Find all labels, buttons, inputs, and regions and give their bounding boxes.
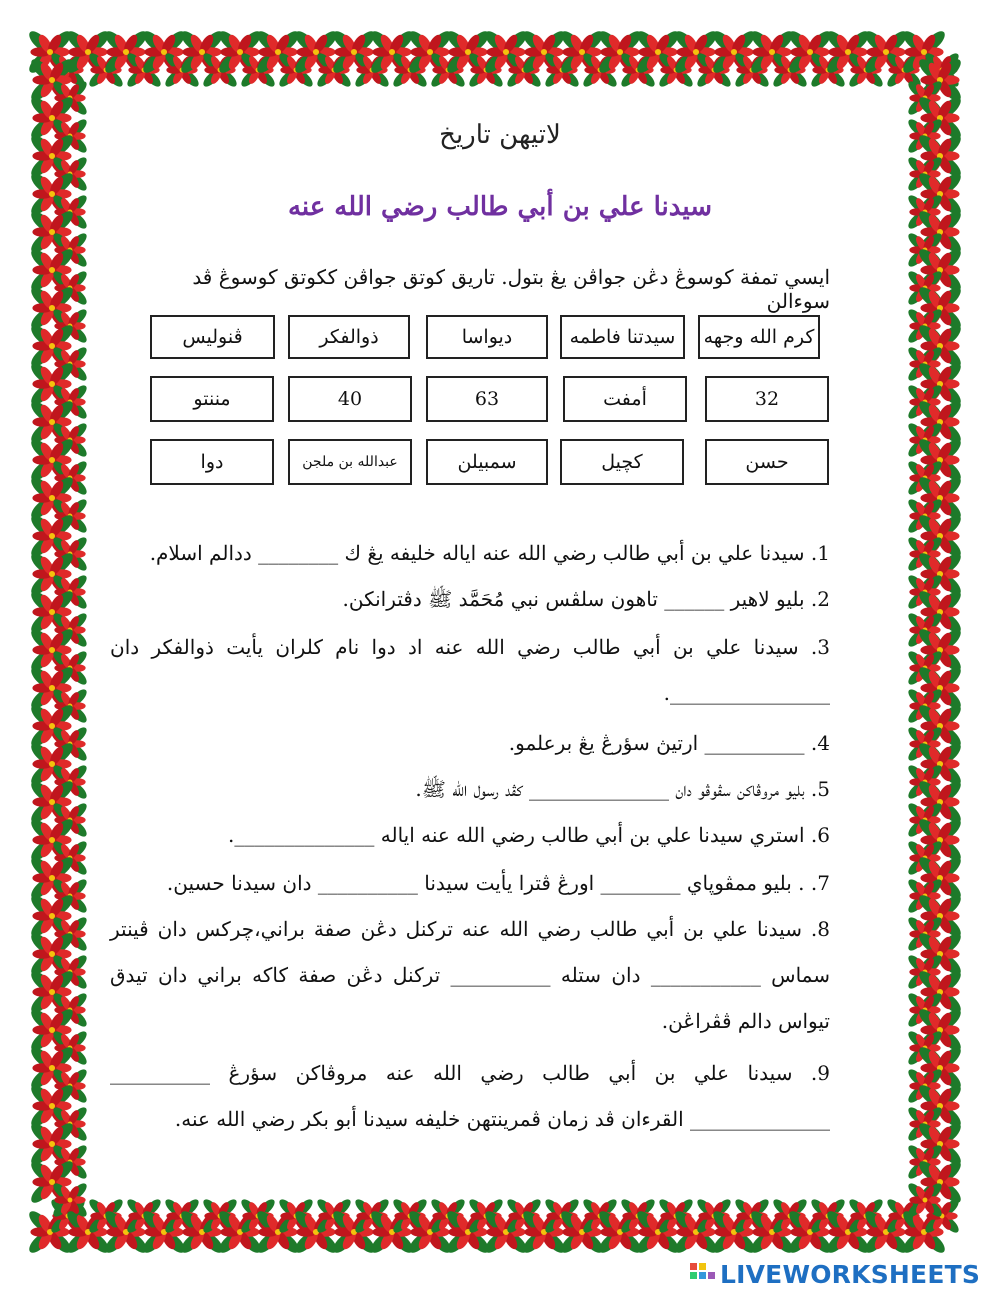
word-box[interactable]: 40	[288, 376, 412, 422]
question-text: . بليو ممڤوڽاي ________ اورڠ ڤترا يأيت سيدنا __________ دان سيدنا حسين.	[166, 871, 805, 895]
word-box[interactable]: حسن	[705, 439, 829, 485]
worksheet-title: سيدنا علي بن أبي طالب رضي الله عنه	[287, 192, 713, 222]
question-number: 1.	[810, 541, 830, 565]
question-text: استري سيدنا علي بن أبي طالب رضي الله عنه اياله ______________.	[228, 823, 805, 847]
question-number: 4.	[810, 731, 830, 755]
question-number: 7.	[810, 871, 830, 895]
instruction-text: ايسي تمفة كوسوڠ دڠن جواڤن يڠ بتول. تاريق كوتق جواڤن ككوتق كوسوڠ ڤد سوءالن	[192, 265, 830, 313]
word-box[interactable]: 32	[705, 376, 829, 422]
question-number: 5.	[810, 777, 830, 801]
brand-text: LIVEWORKSHEETS	[720, 1259, 981, 1289]
word-box[interactable]: عبدالله بن ملجن	[288, 439, 412, 485]
word-box[interactable]: سمبيلن	[426, 439, 548, 485]
question-7	[110, 860, 830, 906]
word-box[interactable]: دوا	[150, 439, 274, 485]
question-number: 9.	[810, 1061, 831, 1085]
word-box[interactable]: 63	[426, 376, 548, 422]
question-number: 3.	[810, 635, 831, 659]
question-2	[110, 576, 830, 622]
question-text: سيدنا علي بن أبي طالب رضي الله عنه تركنل دڠن صفة براني،چركس دان ڤينتر سماس ___________ دان ستله __________ تركنل دڠن صفة كاكه براني دان تيدق تيواس دالم ڤڤراڠن.	[110, 917, 830, 1033]
question-text: سيدنا علي بن أبي طالب رضي الله عنه اد دوا نام كلران يأيت ذوالفكر دان ________________.	[110, 635, 830, 705]
question-number: 6.	[810, 823, 830, 847]
word-box[interactable]: أمفت	[563, 376, 687, 422]
question-text: __________ ارتيڽ سؤرڠ يڠ برعلمو.	[508, 731, 805, 755]
question-5	[110, 766, 830, 812]
poinsettia-flower	[906, 1181, 944, 1219]
word-box[interactable]: ڤنوليس	[150, 315, 275, 359]
question-number: 8.	[810, 917, 830, 941]
question-number: 2.	[810, 587, 830, 611]
question-text: بليو لاهير ______ تاهون سلڤس نبي مُحَمَّد ﷺ دڤترانكن.	[342, 587, 805, 611]
question-text: سيدنا علي بن أبي طالب رضي الله عنه اياله خليفه يڠ ك ________ ددالم اسلام.	[149, 541, 805, 565]
worksheet-subtitle: لاتيهن تاريخ	[439, 120, 561, 150]
liveworksheets-brand[interactable]	[690, 1258, 980, 1290]
word-box[interactable]: كرم الله وجهه	[698, 315, 820, 359]
question-9	[110, 1050, 830, 1142]
question-8	[110, 906, 830, 1044]
word-box[interactable]: سيدتنا فاطمه	[560, 315, 685, 359]
word-box[interactable]: ذوالفكر	[288, 315, 410, 359]
question-1	[110, 530, 830, 576]
liveworksheets-logo-icon	[690, 1263, 716, 1285]
word-box[interactable]: ديواسا	[426, 315, 548, 359]
question-6	[110, 812, 830, 858]
question-3	[110, 624, 830, 716]
word-box[interactable]: مننتو	[150, 376, 274, 422]
question-text: سيدنا علي بن أبي طالب رضي الله عنه مروڤاكن سؤرڠ __________ ______________ القرءان ڤد زمان ڤمرينتهن خليفه سيدنا أبو بكر رضي الله عنه.	[110, 1061, 830, 1131]
question-4	[110, 720, 830, 766]
word-box[interactable]: كچيل	[560, 439, 684, 485]
question-text: بليو مروڤاكن سڤوڤو دان ______________ كڤد رسول الله ﷺ.	[415, 777, 805, 801]
